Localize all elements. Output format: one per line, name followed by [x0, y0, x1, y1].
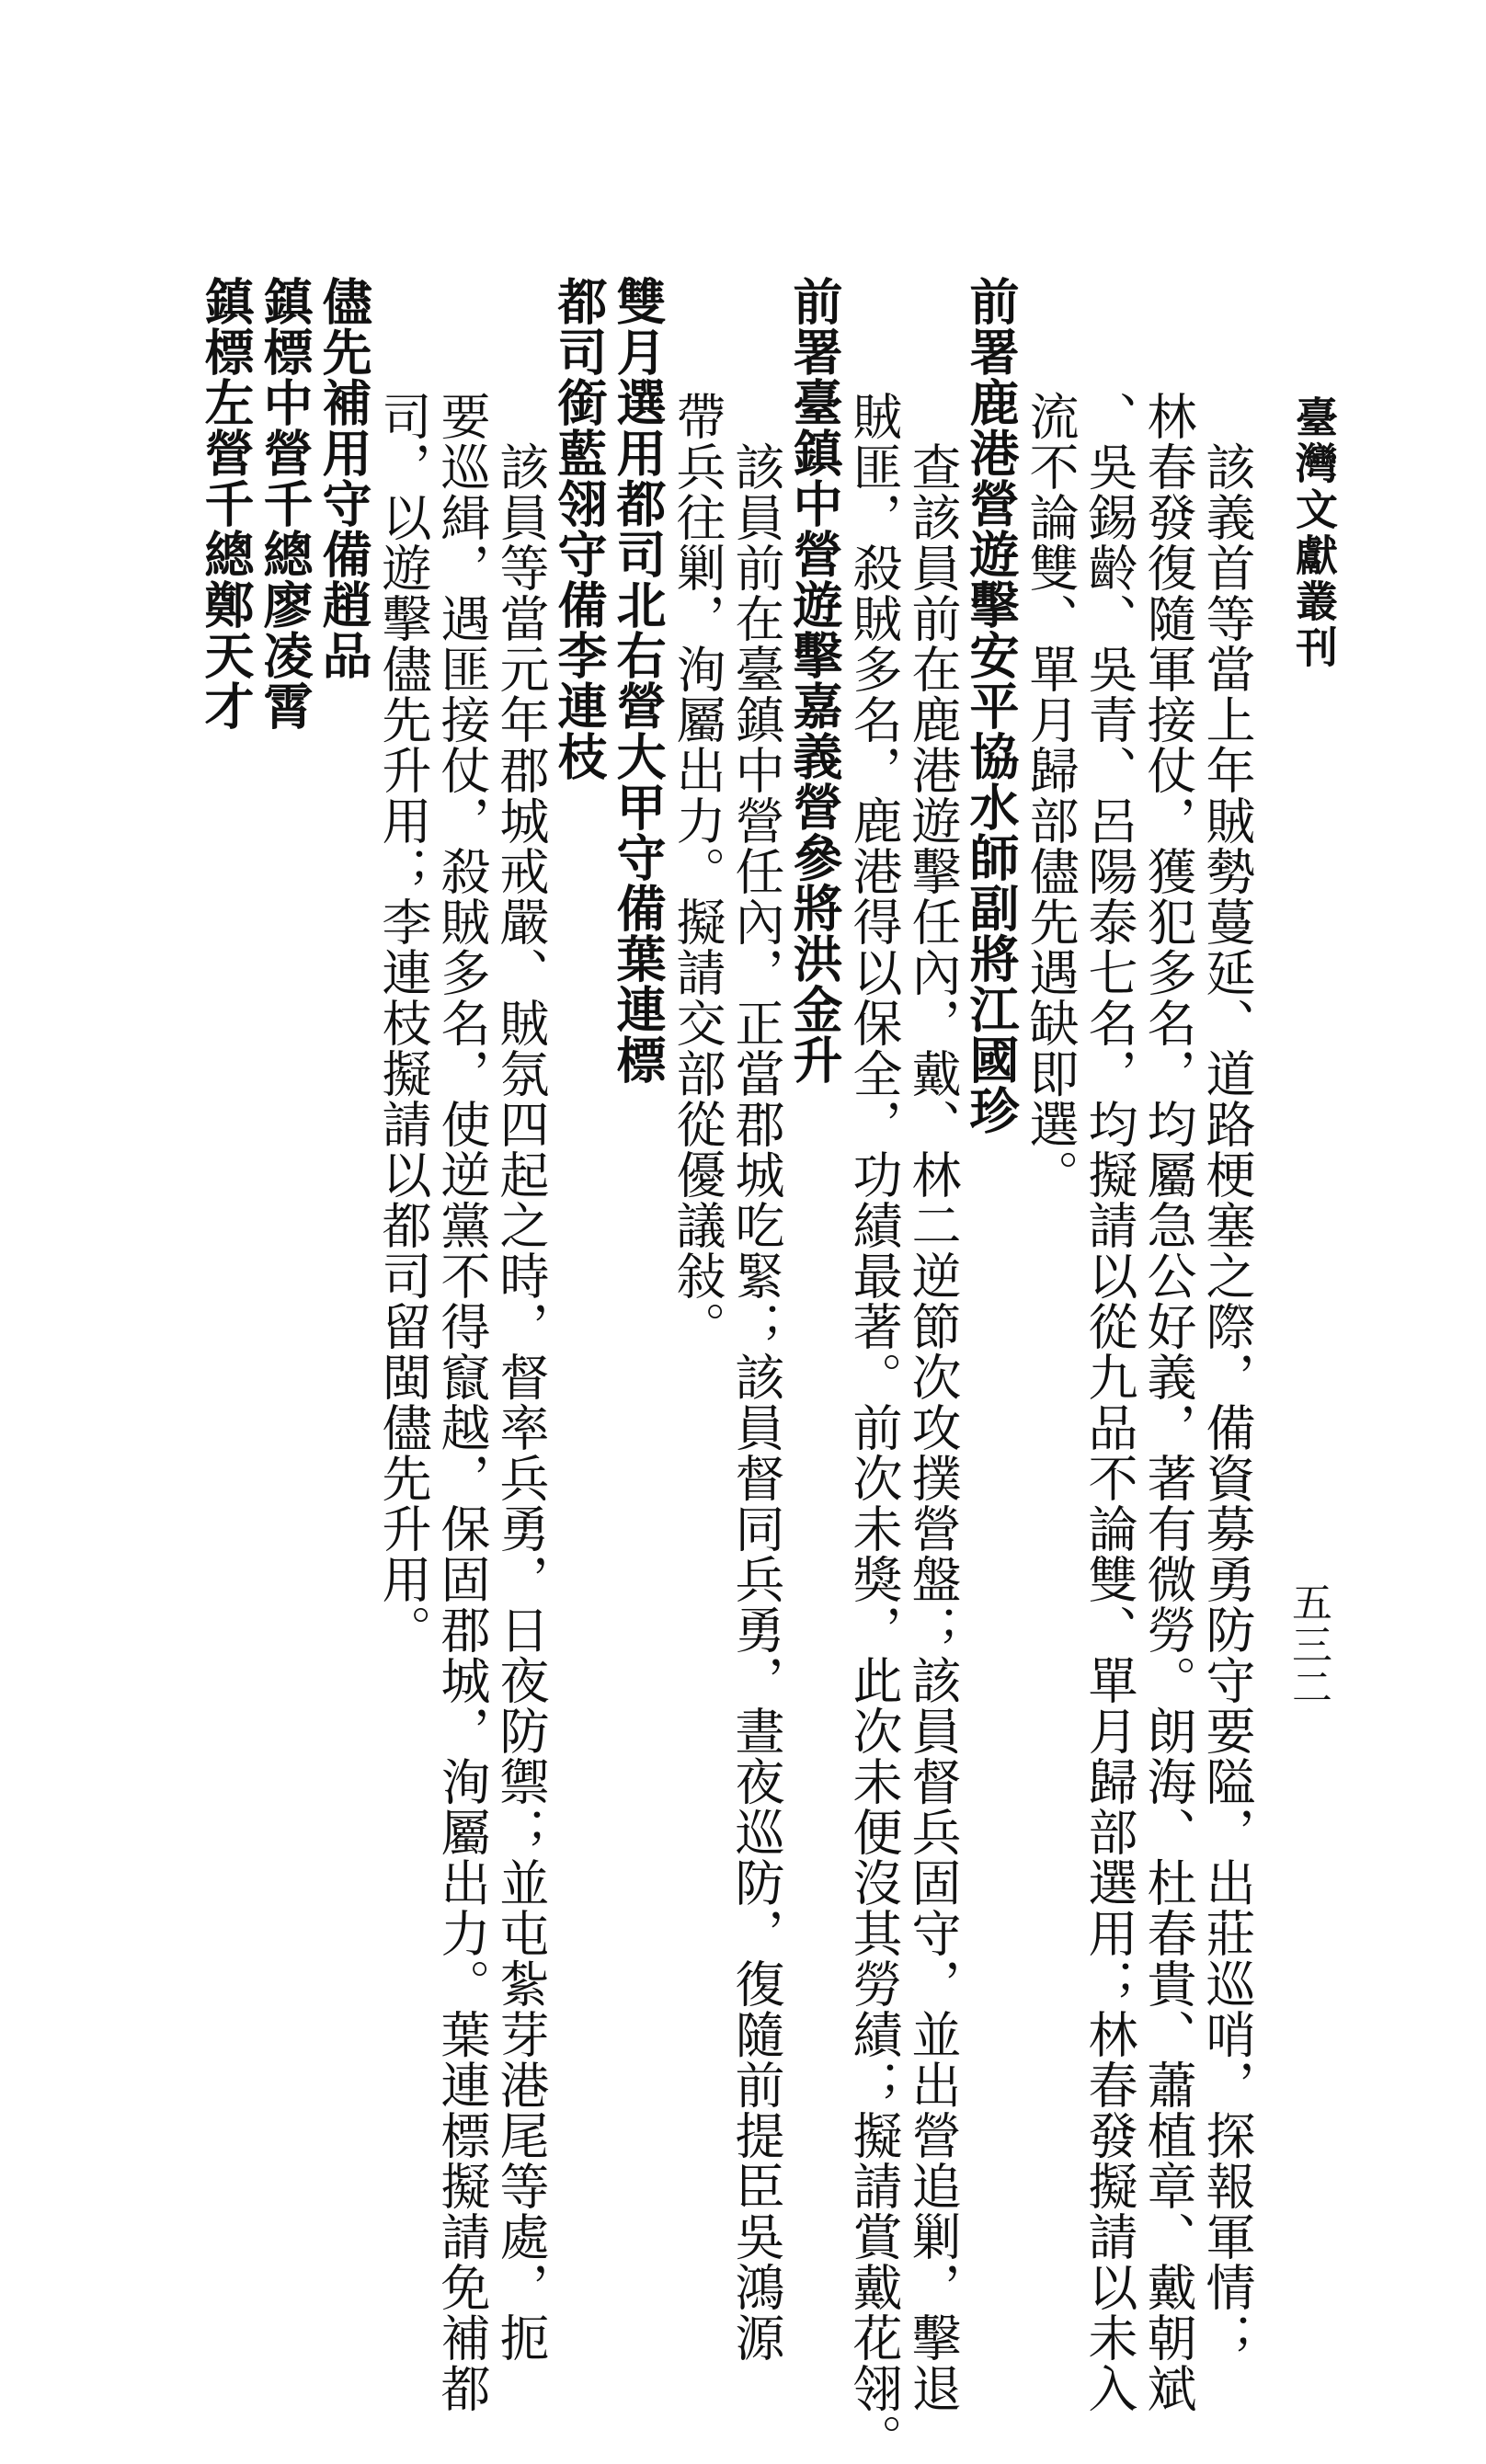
text-column-3: 、吳錫齡、吳青、呂陽泰七名，均擬請以從九品不論雙、單月歸部選用；林春發擬請以未入	[1080, 391, 1138, 2413]
text-column-1: 該義首等當上年賊勢蔓延、道路梗塞之際，備資募勇防守要隘，出莊巡哨，探報軍情；	[1198, 441, 1256, 2363]
text-column-6: 查該員前在鹿港遊擊任內，戴、林二逆節次攻撲營盤；該員督兵固守，並出營追剿，擊退	[904, 441, 962, 2413]
text-column-15: 司，以遊擊儘先升用；李連枝擬請以都司留閩儘先升用。	[374, 391, 432, 1655]
text-column-14: 要巡緝，遇匪接仗，殺賊多名，使逆黨不得竄越，保固郡城，洵屬出力。葉連標擬請免補都	[433, 391, 491, 2413]
text-column-9: 該員前在臺鎮中營任內，正當郡城吃緊；該員督同兵勇，晝夜巡防，復隨前提臣吳鴻源	[727, 441, 785, 2363]
heading-zheng-tiancai: 鎮標左營千總鄭天才	[197, 276, 256, 731]
heading-ye-lianbiao: 雙月選用都司北右營大甲守備葉連標	[609, 276, 668, 1085]
heading-liao-lingxiao: 鎮標中營千總廖凌霄	[256, 276, 314, 731]
text-column-2: 林春發復隨軍接仗，獲犯多名，均屬急公好義，著有微勞。朗海、杜春貴、蕭植章、戴朝斌	[1139, 391, 1197, 2413]
heading-jiang-guozhen: 前署鹿港營遊擊安平協水師副將江國珍	[962, 276, 1021, 1135]
text-column-13: 該員等當元年郡城戒嚴、賊氛四起之時，督率兵勇，日夜防禦；並屯紮芽港尾等處，扼	[492, 441, 550, 2363]
page-number: 五三二	[1285, 1581, 1332, 1708]
running-header-title: 臺灣文獻叢刊	[1289, 395, 1339, 671]
heading-hong-jinsheng: 前署臺鎮中營遊擊嘉義營參將洪金升	[785, 276, 844, 1085]
heading-li-lianzhi: 都司銜藍翎守備李連枝	[550, 276, 609, 781]
text-column-7: 賊匪，殺賊多名，鹿港得以保全，功績最著。前次未獎，此次未便沒其勞績；擬請賞戴花翎。	[845, 391, 903, 2464]
heading-zhao-pin: 儘先補用守備趙品	[314, 276, 373, 680]
text-column-4: 流不論雙、單月歸部儘先遇缺即選。	[1022, 391, 1080, 1200]
text-column-10: 帶兵往剿，洵屬出力。擬請交部從優議敍。	[669, 391, 726, 1352]
